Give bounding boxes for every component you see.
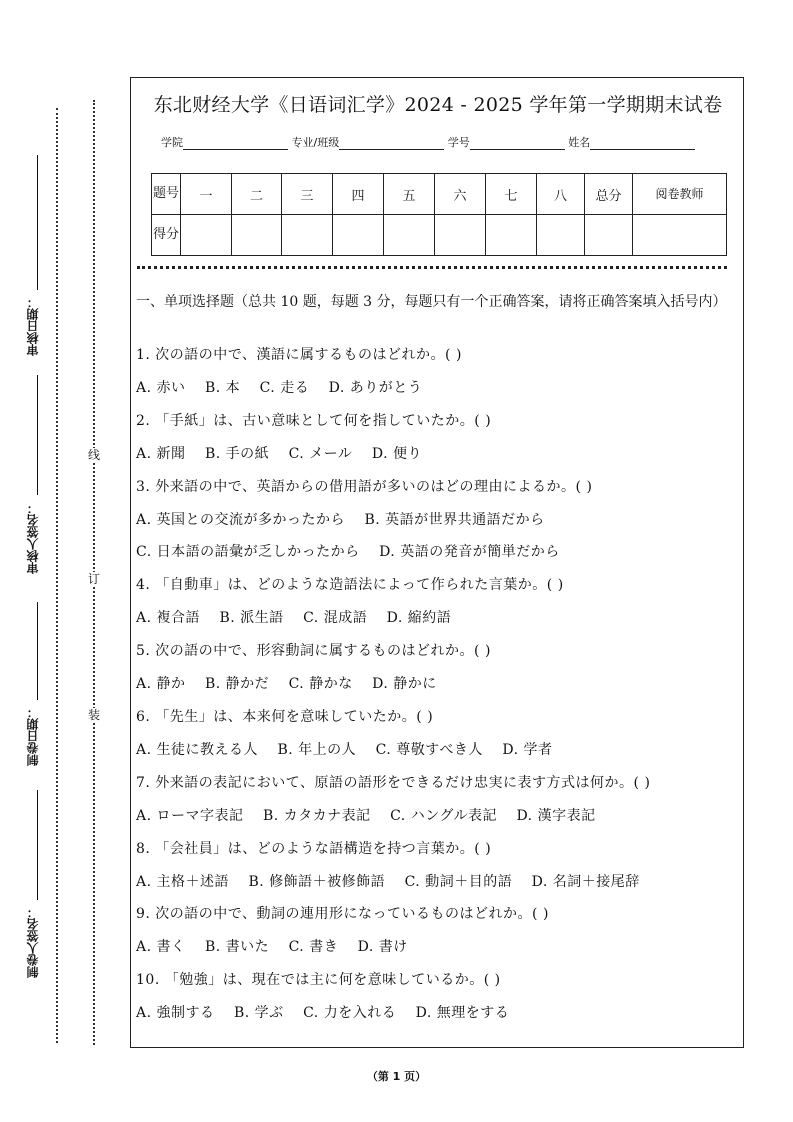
score-table xyxy=(151,173,727,256)
maker-date-line xyxy=(37,602,38,700)
col-header-4: 四 xyxy=(333,174,384,215)
score-cell[interactable] xyxy=(282,215,333,256)
col-header-1: 一 xyxy=(181,174,232,215)
question-10: 10. 「勉強」は、現在では主に何を意味しているか。( ) xyxy=(136,972,501,988)
score-cell[interactable] xyxy=(435,215,486,256)
col-header-grader: 阅卷教师 xyxy=(633,174,727,215)
dotted-separator xyxy=(137,266,727,269)
reviewer-signature-label: 审核人签名： xyxy=(26,502,40,574)
col-header-3: 三 xyxy=(282,174,333,215)
col-header-6: 六 xyxy=(435,174,486,215)
question-9: 9. 次の語の中で、動詞の連用形になっているものはどれか。( ) xyxy=(136,906,549,922)
page-number: （第 1 页） xyxy=(366,1070,427,1083)
col-header-5: 五 xyxy=(384,174,435,215)
options-2: A. 新聞 B. 手の紙 C. メール D. 便り xyxy=(136,446,423,462)
binding-dotted-line-outer xyxy=(56,108,58,1043)
options-7: A. ローマ字表記 B. カタカナ表記 C. ハングル表記 D. 漢字表記 xyxy=(136,808,596,824)
major-class-field[interactable] xyxy=(339,137,444,150)
name-label: 姓名 xyxy=(568,136,591,149)
section-heading: 一、单项选择题（总共 10 题，每题 3 分，每题只有一个正确答案，请将正确答案填入括号内） xyxy=(136,294,727,310)
score-cell-total[interactable] xyxy=(585,215,633,256)
options-3b: C. 日本語の語彙が乏しかったから D. 英語の発音が簡単だから xyxy=(136,544,560,560)
college-label: 学院 xyxy=(161,136,183,149)
options-3a: A. 英国との交流が多かったから B. 英語が世界共通語だから xyxy=(136,512,545,528)
score-cell-grader[interactable] xyxy=(633,215,727,256)
major-class-label: 专业/班级 xyxy=(291,136,340,149)
question-8: 8. 「会社員」は、どのような語構造を持つ言葉か。( ) xyxy=(136,841,492,857)
options-4: A. 複合語 B. 派生語 C. 混成語 D. 縮約語 xyxy=(136,610,452,626)
score-cell[interactable] xyxy=(232,215,282,256)
score-cell[interactable] xyxy=(333,215,384,256)
binding-mark-bind: 订 xyxy=(87,572,100,586)
score-row-header: 得分 xyxy=(152,215,181,256)
question-3: 3. 外来語の中で、英語からの借用語が多いのはどの理由によるか。( ) xyxy=(136,479,593,495)
name-field[interactable] xyxy=(590,137,695,150)
question-number-header: 题号 xyxy=(152,174,181,215)
options-6: A. 生徒に教える人 B. 年上の人 C. 尊敬すべき人 D. 学者 xyxy=(136,742,553,758)
options-5: A. 静か B. 静かだ C. 静かな D. 静かに xyxy=(136,676,437,692)
exam-title: 东北财经大学《日语词汇学》2024 - 2025 学年第一学期期末试卷 xyxy=(153,94,723,116)
options-10: A. 強制する B. 学ぶ C. 力を入れる D. 無理をする xyxy=(136,1005,510,1021)
question-2: 2. 「手紙」は、古い意味として何を指していたか。( ) xyxy=(136,413,492,429)
college-field[interactable] xyxy=(183,137,288,150)
binding-mark-fix: 装 xyxy=(87,708,100,722)
score-cell[interactable] xyxy=(486,215,537,256)
question-4: 4. 「自動車」は、どのような造語法によって作られた言葉か。( ) xyxy=(136,577,564,593)
score-cell[interactable] xyxy=(384,215,435,256)
options-1: A. 赤い B. 本 C. 走る D. ありがとう xyxy=(136,380,423,396)
question-1: 1. 次の語の中で、漢語に属するものはどれか。( ) xyxy=(136,347,462,363)
col-header-7: 七 xyxy=(486,174,537,215)
student-info-row xyxy=(161,134,695,150)
student-id-field[interactable] xyxy=(470,137,565,150)
reviewer-date-line xyxy=(37,155,38,290)
score-cell[interactable] xyxy=(181,215,232,256)
score-table-header-row xyxy=(152,174,727,215)
maker-signature-line xyxy=(37,790,38,900)
col-header-8: 八 xyxy=(537,174,585,215)
question-7: 7. 外来語の表記において、原語の語形をできるだけ忠実に表す方式は何か。( ) xyxy=(136,775,651,791)
question-5: 5. 次の語の中で、形容動詞に属するものはどれか。( ) xyxy=(136,643,491,659)
reviewer-date-label: 审核日期： xyxy=(26,296,40,356)
col-header-2: 二 xyxy=(232,174,282,215)
maker-date-label: 制卷日期： xyxy=(26,706,40,766)
exam-frame xyxy=(130,77,744,1048)
student-id-label: 学号 xyxy=(447,136,470,149)
maker-signature-label: 制卷人签名： xyxy=(26,906,40,978)
question-6: 6. 「先生」は、本来何を意味していたか。( ) xyxy=(136,709,434,725)
binding-mark-line: 线 xyxy=(87,448,100,462)
col-header-total: 总分 xyxy=(585,174,633,215)
options-8: A. 主格＋述語 B. 修飾語＋被修飾語 C. 動詞＋目的語 D. 名詞＋接尾辞 xyxy=(136,874,640,890)
score-cell[interactable] xyxy=(537,215,585,256)
score-table-score-row xyxy=(152,215,727,256)
reviewer-signature-line xyxy=(37,375,38,495)
options-9: A. 書く B. 書いた C. 書き D. 書け xyxy=(136,939,408,955)
